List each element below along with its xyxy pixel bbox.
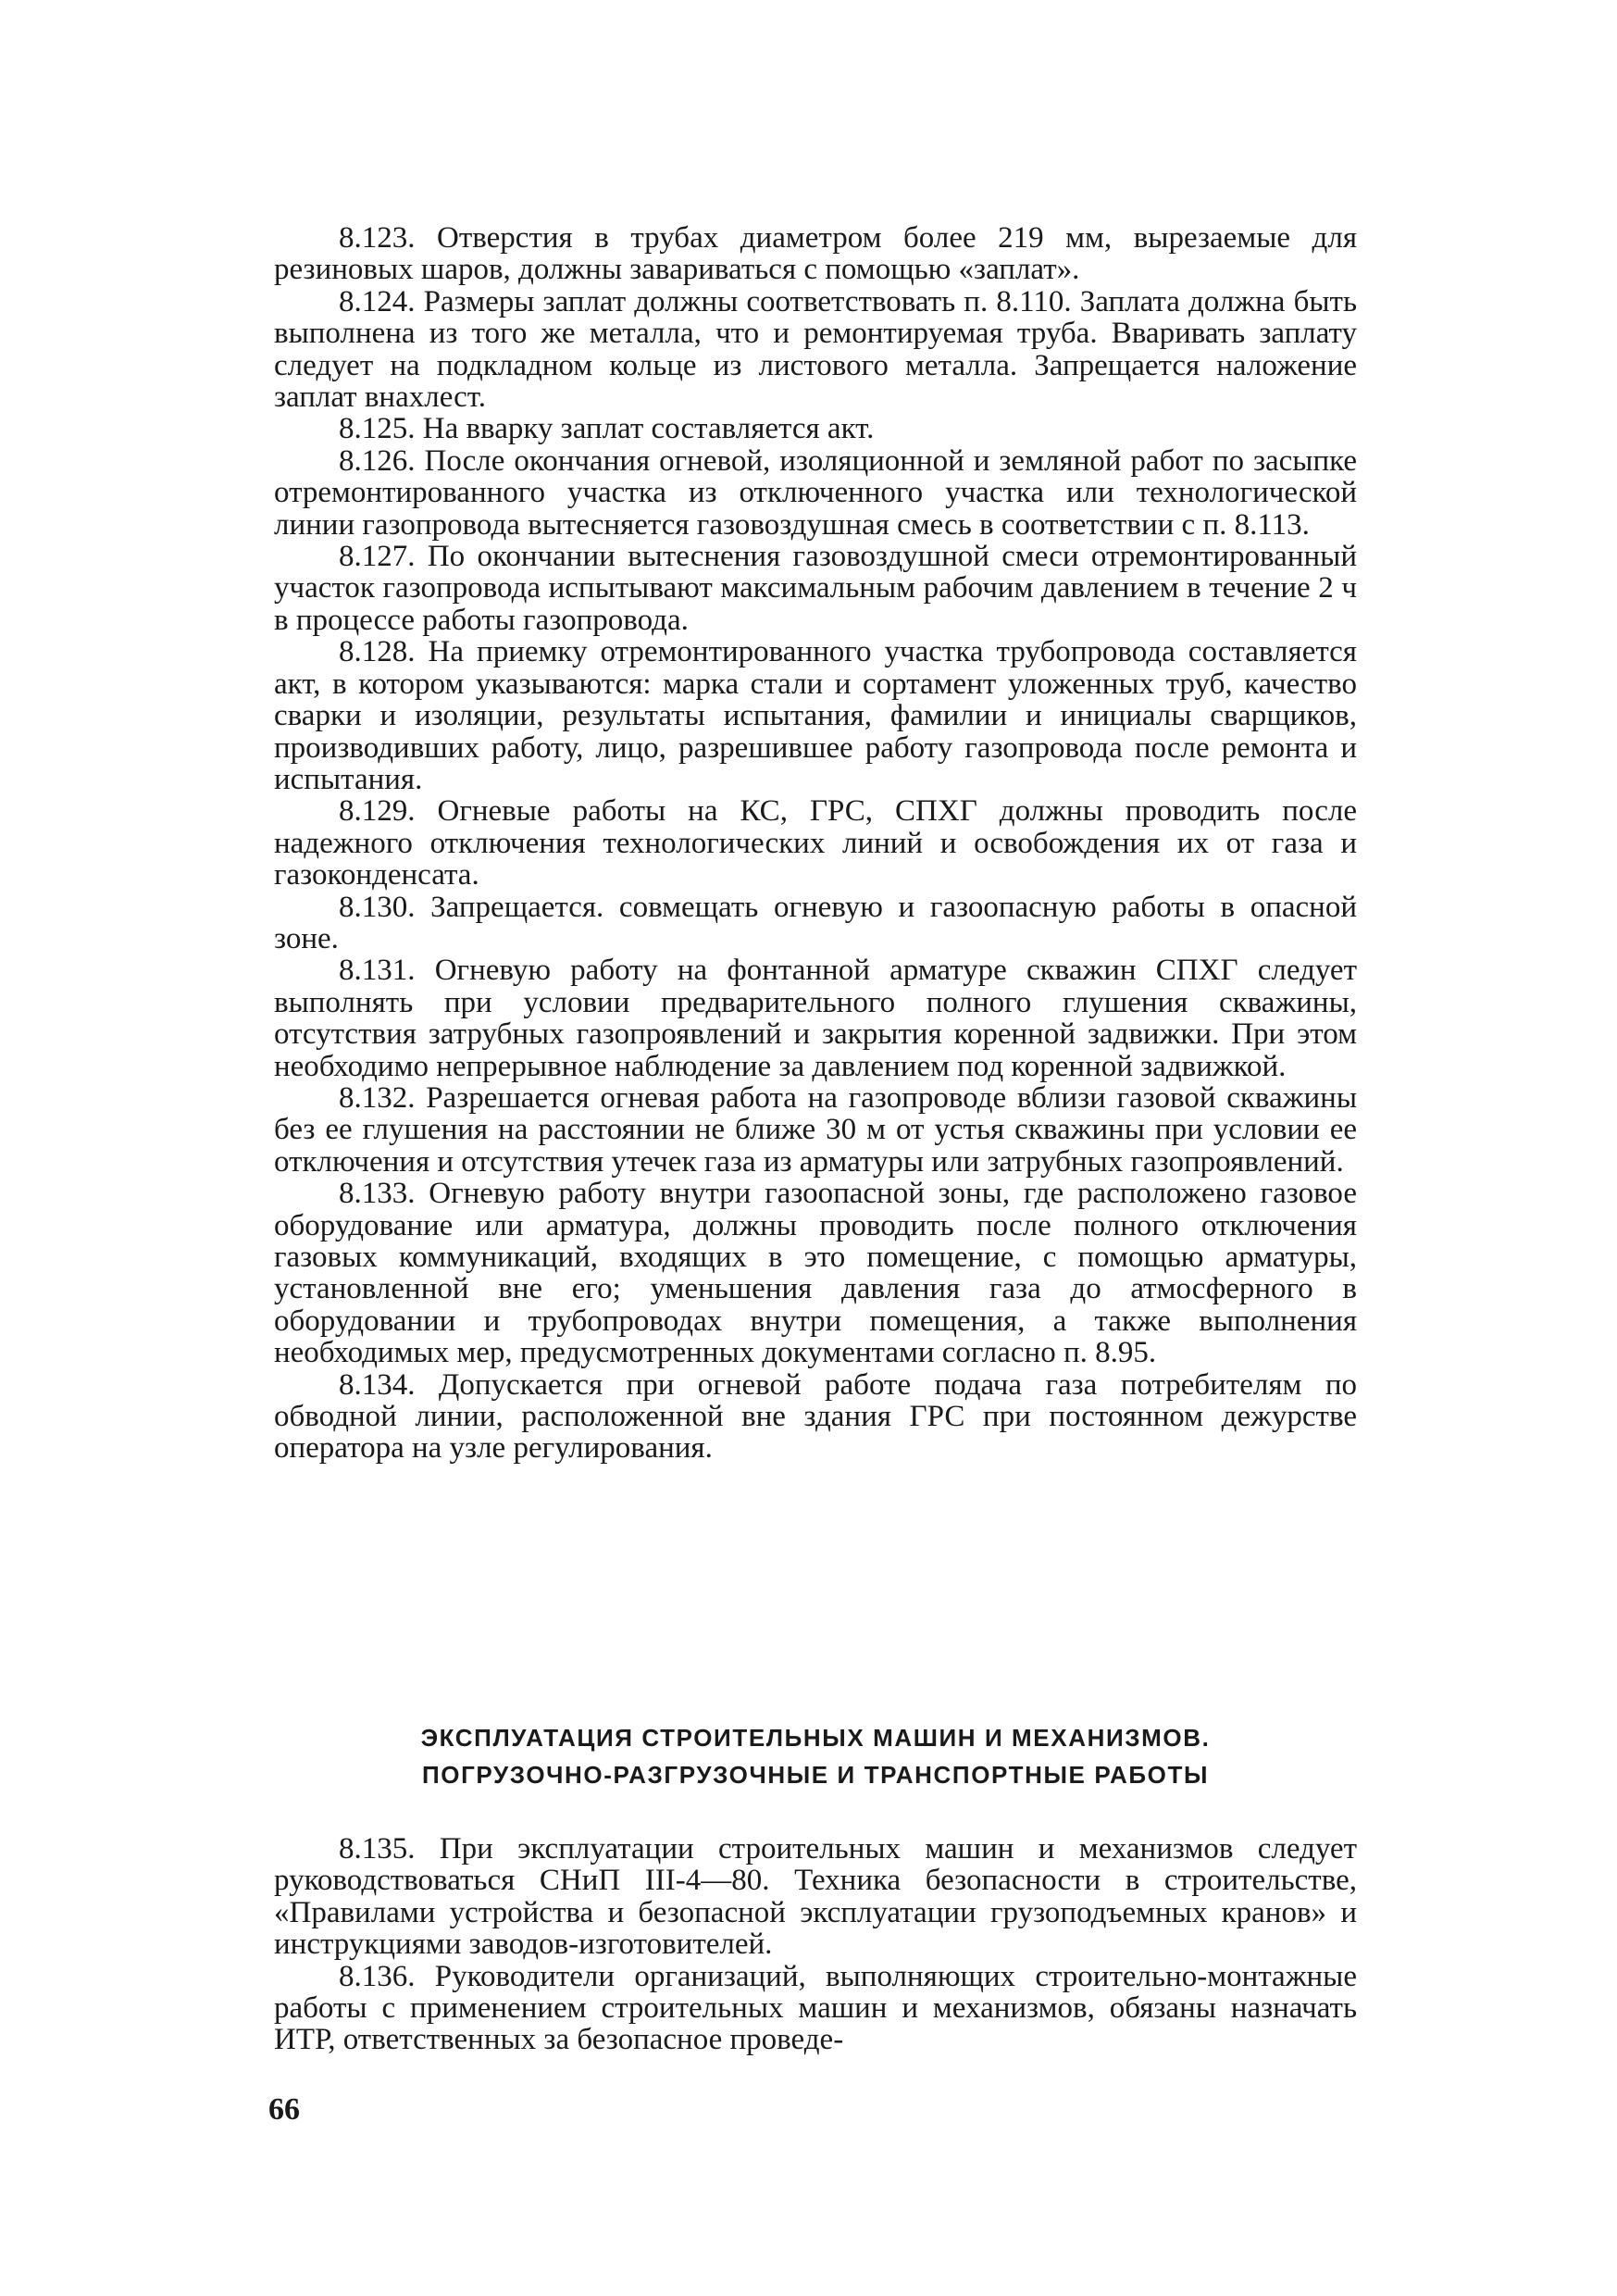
paragraph-8-130: 8.130. Запрещается. совмещать огневую и газоопасную работы в опасной зоне.: [274, 890, 1357, 955]
paragraph-8-131: 8.131. Огневую работу на фонтанной арматуре скважин СПХГ следует выполнять при условии предварительного полного глушения скважины, отсутствия затрубных газопроявлений и закрытия коренной задвижки. При этом необходимо непрерывное наблюдение за давлением под коренной задвижкой.: [274, 954, 1357, 1083]
paragraph-8-123: 8.123. Отверстия в трубах диаметром более 219 мм, вырезаемые для резиновых шаров, должны завариваться с помощью «заплат».: [274, 221, 1357, 287]
page-number: 66: [268, 2092, 300, 2127]
body-text-top: [274, 222, 1357, 1465]
paragraph-8-134: 8.134. Допускается при огневой работе подача газа потребителям по обводной линии, расположенной вне здания ГРС при постоянном дежурстве оператора на узле регулирования.: [274, 1367, 1357, 1466]
paragraph-8-136: 8.136. Руководители организаций, выполняющих строительно-монтажные работы с применением строительных машин и механизмов, обязаны назначать ИТР, ответственных за безопасное проведе-: [274, 1959, 1357, 2057]
section-heading-line-1: ЭКСПЛУАТАЦИЯ СТРОИТЕЛЬНЫХ МАШИН И МЕХАНИЗМОВ.: [420, 1724, 1211, 1752]
paragraph-8-127: 8.127. По окончании вытеснения газовоздушной смеси отремонтированный участок газопровода испытывают максимальным рабочим давлением в течение 2 ч в процессе работы газопровода.: [274, 540, 1357, 637]
section-heading-line-2: ПОГРУЗОЧНО-РАЗГРУЗОЧНЫЕ И ТРАНСПОРТНЫЕ РАБОТЫ: [421, 1761, 1210, 1789]
paragraph-8-135: 8.135. При эксплуатации строительных машин и механизмов следует руководствоваться СНиП III-4—80. Техника безопасности в строительстве, «Правилами устройства и безопасной эксплуатации грузоподъемных кранов» и инструкциями заводов-изготовителей.: [274, 1832, 1357, 1962]
paragraph-8-128: 8.128. На приемку отремонтированного участка трубопровода составляется акт, в котором указываются: марка стали и сортамент уложенных труб, качество сварки и изоляции, результаты испытания, фамилии и инициалы сварщиков, производивших работу, лицо, разрешившее работу газопровода после ремонта и испытания.: [274, 635, 1357, 796]
paragraph-8-132: 8.132. Разрешается огневая работа на газопроводе вблизи газовой скважины без ее глушения на расстоянии не ближе 30 м от устья скважины при условии ее отключения и отсутствия утечек газа из арматуры или затрубных газопроявлений.: [274, 1080, 1357, 1179]
paragraph-8-126: 8.126. После окончания огневой, изоляционной и земляной работ по засыпке отремонтированного участка из отключенного участка или технологической линии газопровода вытесняется газовоздушная смесь в соответствии с п. 8.113.: [274, 443, 1357, 542]
body-text-bottom: [274, 1833, 1357, 2056]
paragraph-8-124: 8.124. Размеры заплат должны соответствовать п. 8.110. Заплата должна быть выполнена из того же металла, что и ремонтируемая труба. Вваривать заплату следует на подкладном кольце из листового металла. Запрещается наложение заплат внахлест.: [274, 284, 1357, 415]
paragraph-8-133: 8.133. Огневую работу внутри газоопасной зоны, где расположено газовое оборудование или арматура, должны проводить после полного отключения газовых коммуникаций, входящих в это помещение, с помощью арматуры, установленной вне его; уменьшения давления газа до атмосферного в оборудовании и трубопроводах внутри помещения, а также выполнения необходимых мер, предусмотренных документами согласно п. 8.95.: [274, 1177, 1357, 1370]
paragraph-8-125: 8.125. На вварку заплат составляется акт.: [339, 412, 875, 446]
paragraph-8-129: 8.129. Огневые работы на КС, ГРС, СПХГ должны проводить после надежного отключения технологических линий и освобождения их от газа и газоконденсата.: [274, 794, 1357, 892]
section-heading: [274, 1719, 1357, 1793]
